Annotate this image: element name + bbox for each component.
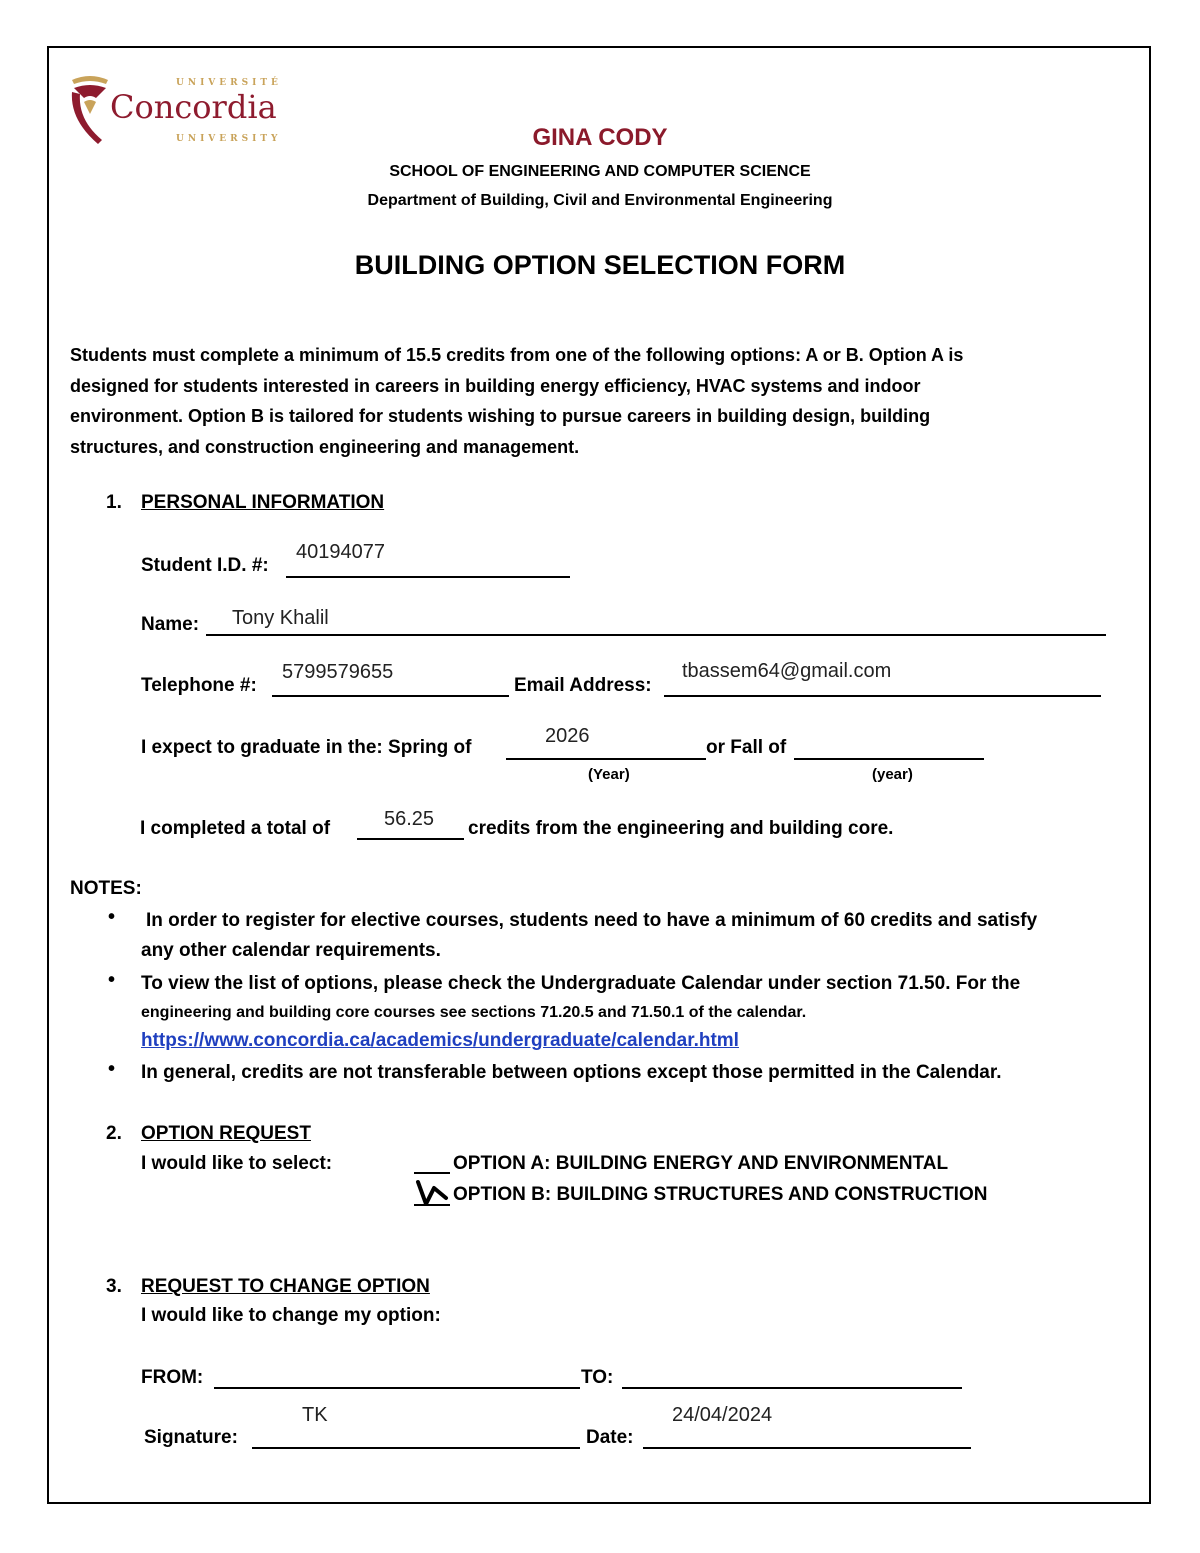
telephone-field[interactable] bbox=[272, 695, 509, 697]
credits-prefix: I completed a total of bbox=[140, 818, 331, 839]
bullet-dot: • bbox=[108, 906, 116, 928]
section1-heading: PERSONAL INFORMATION bbox=[141, 492, 385, 513]
form-title: BUILDING OPTION SELECTION FORM bbox=[354, 250, 846, 280]
option-a-checkbox[interactable] bbox=[414, 1172, 450, 1174]
fall-label: or Fall of bbox=[706, 737, 787, 758]
from-label: FROM: bbox=[141, 1367, 204, 1388]
spring-year-value: 2026 bbox=[545, 725, 590, 747]
intro-line: designed for students interested in careers in building energy efficiency, HVAC systems and indoor bbox=[70, 375, 921, 396]
spring-year-field[interactable] bbox=[506, 758, 706, 760]
section3-heading: REQUEST TO CHANGE OPTION bbox=[141, 1276, 430, 1297]
note-1-line-2: any other calendar requirements. bbox=[141, 940, 441, 961]
logo-name: Concordia bbox=[110, 88, 277, 126]
to-label: TO: bbox=[581, 1367, 614, 1388]
credits-value: 56.25 bbox=[384, 808, 435, 830]
fall-year-field[interactable] bbox=[794, 758, 984, 760]
credits-field[interactable] bbox=[357, 838, 464, 840]
calendar-link[interactable]: https://www.concordia.ca/academics/undergraduate/calendar.html bbox=[141, 1030, 739, 1051]
section3-number: 3. bbox=[106, 1276, 122, 1297]
signature-field[interactable] bbox=[252, 1447, 580, 1449]
section1-number: 1. bbox=[106, 492, 122, 513]
section2-number: 2. bbox=[106, 1123, 122, 1144]
email-field[interactable] bbox=[664, 695, 1101, 697]
brand-title: GINA CODY bbox=[532, 124, 668, 151]
name-field[interactable] bbox=[206, 634, 1106, 636]
telephone-value: 5799579655 bbox=[282, 661, 394, 683]
email-value: tbassem64@gmail.com bbox=[682, 660, 892, 682]
note-2-line-1: To view the list of options, please check the Undergraduate Calendar under section 71.50. For the bbox=[141, 973, 1021, 994]
telephone-label: Telephone #: bbox=[141, 675, 257, 696]
logo-bottom-text: UNIVERSITY bbox=[176, 134, 282, 144]
intro-line: environment. Option B is tailored for students wishing to pursue careers in building design, building bbox=[70, 406, 931, 426]
spring-year-caption: (Year) bbox=[588, 766, 630, 783]
note-2-line-2: engineering and building core courses see sections 71.20.5 and 71.50.1 of the calendar. bbox=[141, 1004, 807, 1021]
email-label: Email Address: bbox=[514, 675, 652, 696]
note-1-line-1: In order to register for elective courses, students need to have a minimum of 60 credits and satisfy bbox=[146, 910, 1038, 931]
checkmark-icon bbox=[412, 1178, 452, 1208]
intro-line: Students must complete a minimum of 15.5 credits from one of the following options: A or B. Option A is bbox=[70, 345, 964, 365]
intro-line: structures, and construction engineering and management. bbox=[70, 436, 580, 457]
intro-paragraph bbox=[70, 340, 963, 462]
date-value: 24/04/2024 bbox=[672, 1404, 773, 1426]
note-3: In general, credits are not transferable between options except those permitted in the Calendar. bbox=[141, 1062, 1002, 1083]
date-field[interactable] bbox=[643, 1447, 971, 1449]
signature-label: Signature: bbox=[144, 1427, 238, 1448]
date-label: Date: bbox=[586, 1427, 634, 1448]
name-label: Name: bbox=[141, 614, 200, 635]
bullet-dot: • bbox=[108, 969, 116, 991]
from-field[interactable] bbox=[214, 1387, 580, 1389]
bullet-dot: • bbox=[108, 1058, 116, 1080]
graduate-label: I expect to graduate in the: Spring of bbox=[141, 737, 472, 758]
option-a-label: OPTION A: BUILDING ENERGY AND ENVIRONMENTAL bbox=[453, 1153, 949, 1174]
credits-suffix: credits from the engineering and building core. bbox=[468, 818, 894, 839]
notes-heading: NOTES: bbox=[70, 878, 142, 899]
section2-heading: OPTION REQUEST bbox=[141, 1123, 311, 1144]
change-label: I would like to change my option: bbox=[141, 1305, 441, 1326]
select-label: I would like to select: bbox=[141, 1153, 333, 1174]
school-name: SCHOOL OF ENGINEERING AND COMPUTER SCIENCE bbox=[389, 163, 811, 180]
to-field[interactable] bbox=[622, 1387, 962, 1389]
department-name: Department of Building, Civil and Environmental Engineering bbox=[367, 192, 833, 209]
logo-top-text: UNIVERSITÉ bbox=[176, 78, 282, 88]
fall-year-caption: (year) bbox=[872, 766, 913, 783]
student-id-value: 40194077 bbox=[296, 541, 385, 563]
option-b-label: OPTION B: BUILDING STRUCTURES AND CONSTRUCTION bbox=[453, 1184, 988, 1205]
student-id-label: Student I.D. #: bbox=[141, 555, 269, 576]
student-id-field[interactable] bbox=[286, 576, 570, 578]
name-value: Tony Khalil bbox=[232, 607, 329, 629]
signature-value: TK bbox=[302, 1404, 328, 1426]
